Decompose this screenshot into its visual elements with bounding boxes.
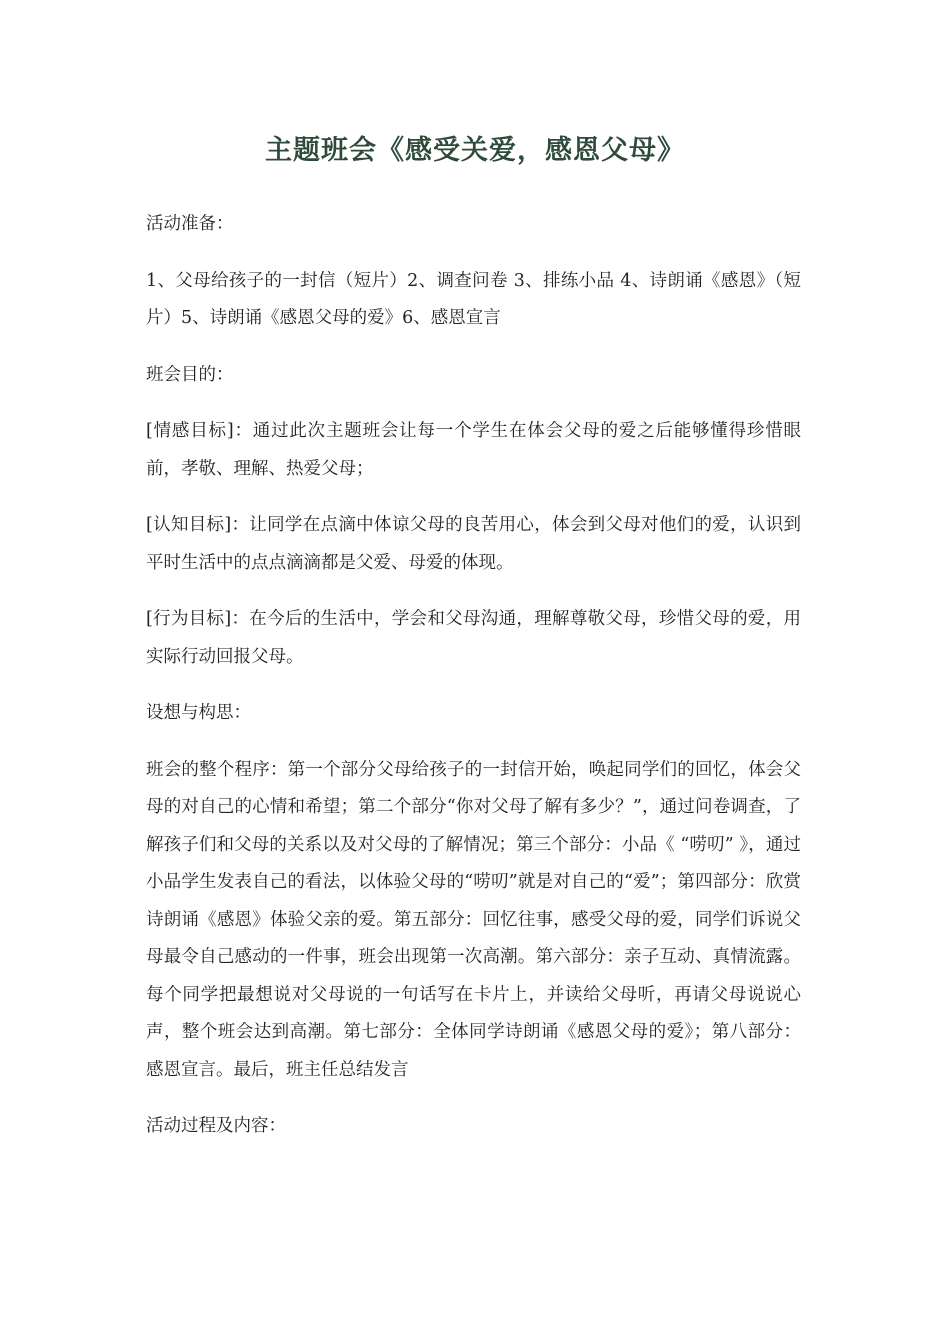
document-title: 主题班会《感受关爱，感恩父母》 (265, 135, 685, 166)
goal-heading: 班会目的： (146, 364, 234, 385)
goal-behavior: [行为目标]：在今后的生活中，学会和父母沟通，理解尊敬父母，珍惜父母的爱，用实际行动回报父母。 (146, 609, 801, 667)
concept-body: 班会的整个程序：第一个部分父母给孩子的一封信开始，唤起同学们的回忆，体会父母的对自己的心情和希望；第二个部分“你对父母了解有多少？”，通过问卷调查，了解孩子们和父母的关系以及对父母的了解情况；第三个部分：小品《 “唠叨” 》，通过小品学生发表自己的看法，以体验父母的“唠叨”就是对自己的“爱”；第四部分：欣赏诗朗诵《感恩》体验父亲的爱。第五部分：回忆往事，感受父母的爱，同学们诉说父母最令自己感动的一件事，班会出现第一次高潮。第六部分：亲子互动、真情流露。每个同学把最想说对父母说的一句话写在卡片上，并读给父母听，再请父母说说心声，整个班会达到高潮。第七部分：全体同学诗朗诵《感恩父母的爱》；第八部分：感恩宣言。最后，班主任总结发言 (146, 759, 801, 1080)
goal-cognition: [认知目标]：让同学在点滴中体谅父母的良苦用心，体会到父母对他们的爱，认识到平时生活中的点点滴滴都是父爱、母爱的体现。 (146, 515, 801, 573)
concept-heading: 设想与构思： (146, 703, 251, 723)
prep-items: 1、父母给孩子的一封信（短片）2、调查问卷 3、排练小品 4、诗朗诵《感恩》（短片）5、诗朗诵《感恩父母的爱》6、感恩宣言 (146, 270, 801, 328)
goal-emotion: [情感目标]：通过此次主题班会让每一个学生在体会父母的爱之后能够懂得珍惜眼前，孝敬、理解、热爱父母； (146, 421, 801, 479)
prep-heading: 活动准备： (146, 214, 234, 234)
process-heading: 活动过程及内容： (146, 1116, 286, 1136)
document-body (146, 206, 801, 1165)
